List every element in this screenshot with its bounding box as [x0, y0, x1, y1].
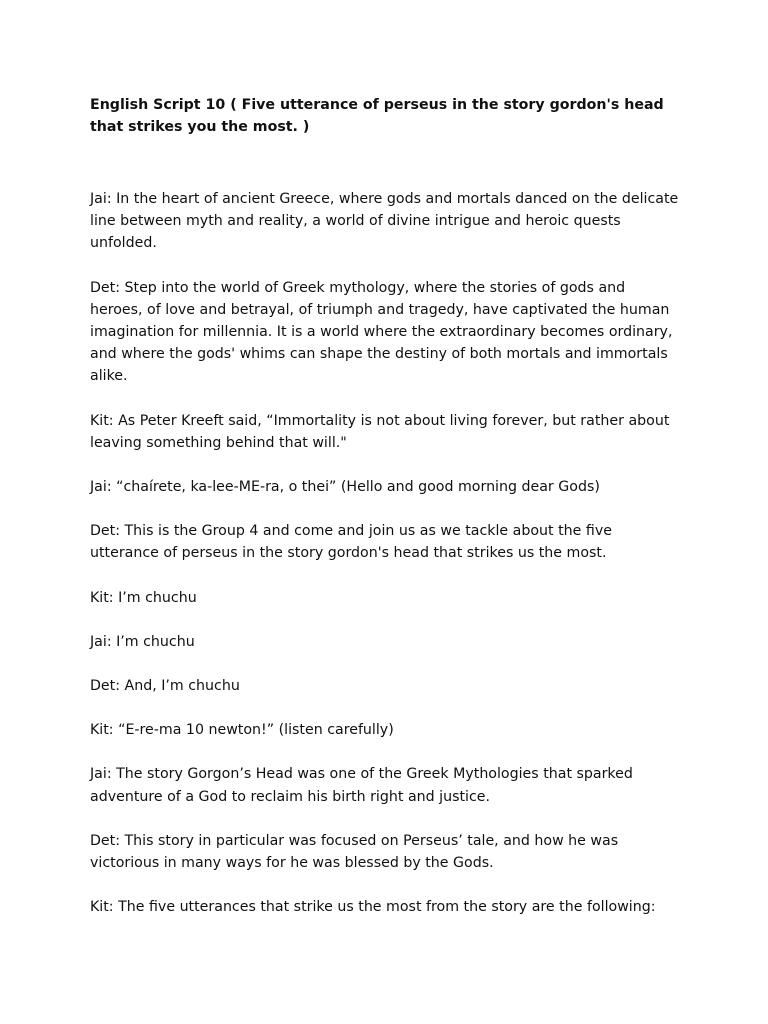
- document-title: English Script 10 ( Five utterance of perseus in the story gordon's head that strikes you the most. ): [90, 97, 664, 135]
- paragraph-kit-quote: Kit: As Peter Kreeft said, “Immortality is not about living forever, but rather about leaving something behind that will.": [90, 412, 670, 451]
- paragraph-det-story: Det: This story in particular was focused on Perseus’ tale, and how he was victorious in many ways for he was blessed by the Gods.: [90, 832, 619, 872]
- paragraph-jai-intro: Jai: In the heart of ancient Greece, where gods and mortals danced on the delicate line between myth and reality, a world of divine intrigue and heroic quests unfolded.: [90, 191, 679, 252]
- document-page: [90, 94, 680, 940]
- paragraph-kit-utterances: Kit: The five utterances that strike us the most from the story are the following:: [90, 899, 656, 916]
- paragraph-jai-greeting: Jai: “chaírete, ka-lee-ME-ra, o thei” (Hello and good morning dear Gods): [90, 479, 600, 496]
- paragraph-det-group: Det: This is the Group 4 and come and join us as we tackle about the five utterance of perseus in the story gordon's head that strikes us the most.: [90, 523, 612, 562]
- paragraph-det-intro: Det: Step into the world of Greek mythology, where the stories of gods and heroes, of love and betrayal, of triumph and tragedy, have captivated the human imagination for millennia. It is a world where the extraordinary becomes ordinary, and where the gods' whims can shape the destiny of both mortals and immortals alike.: [90, 279, 673, 385]
- paragraph-jai-story: Jai: The story Gorgon’s Head was one of the Greek Mythologies that sparked adventure of a God to reclaim his birth right and justice.: [90, 766, 633, 805]
- paragraph-jai-name: Jai: I’m chuchu: [90, 633, 195, 650]
- paragraph-kit-listen: Kit: “E-re-ma 10 newton!” (listen carefully): [90, 722, 394, 739]
- paragraph-kit-name: Kit: I’m chuchu: [90, 589, 197, 606]
- paragraph-det-name: Det: And, I’m chuchu: [90, 678, 240, 695]
